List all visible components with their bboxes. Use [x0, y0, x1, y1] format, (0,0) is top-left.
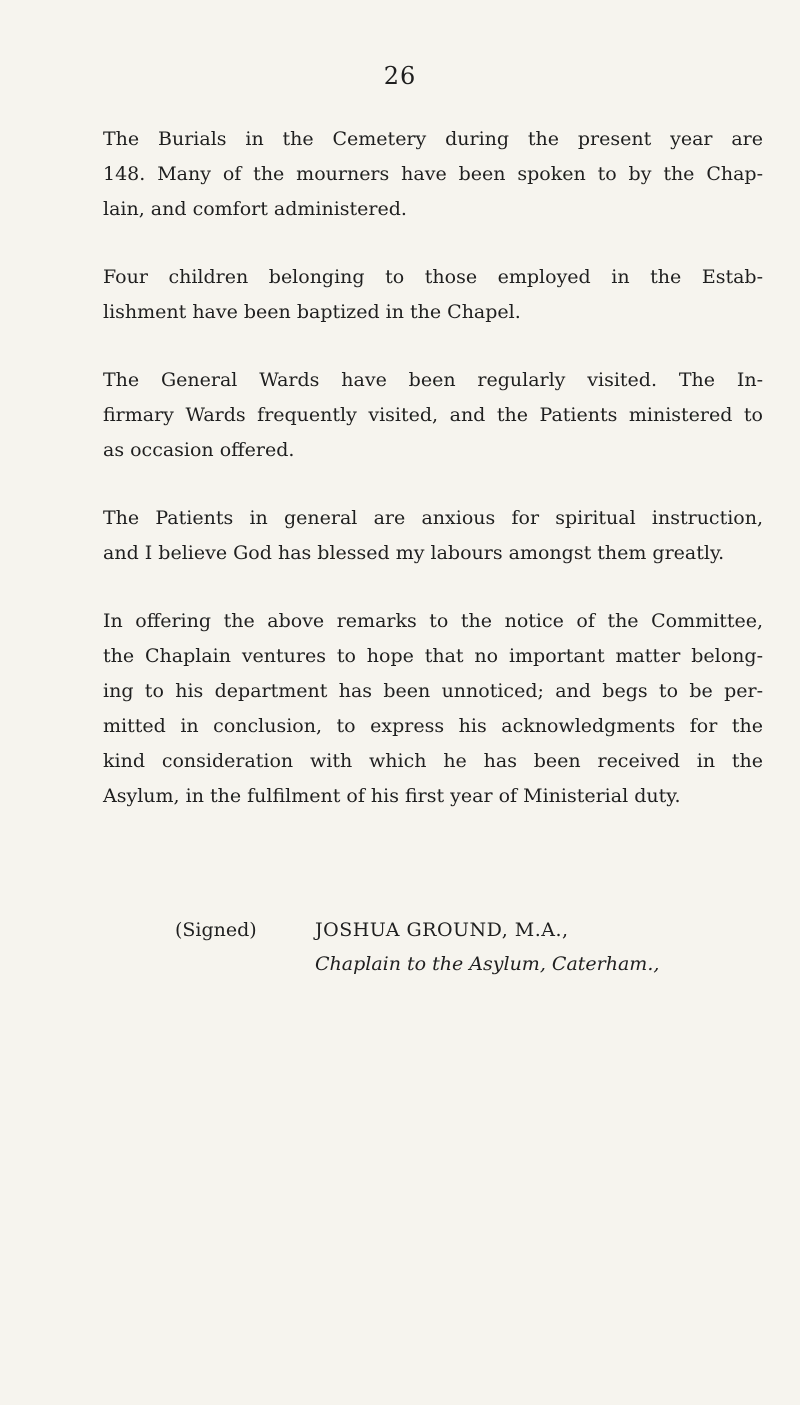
text-line: Asylum, in the fulfilment of his first year of Ministerial duty. [103, 785, 681, 807]
signatory-name: JOSHUA GROUND, M.A., [315, 919, 569, 941]
text-line: as occasion offered. [103, 439, 295, 461]
paragraph-conclusion [103, 604, 763, 814]
signature-row [175, 913, 775, 947]
text-line: 148. Many of the mourners have been spoken to by the Chap- [103, 163, 763, 185]
text-line: mitted in conclusion, to express his acknowledgments for the [103, 715, 763, 737]
text-line: Four children belonging to those employed in the Estab- [103, 266, 763, 288]
signatory-title: Chaplain to the Asylum, Caterham., [315, 953, 660, 975]
text-line: In offering the above remarks to the notice of the Committee, [103, 610, 763, 632]
text-line: the Chaplain ventures to hope that no important matter belong- [103, 645, 763, 667]
text-line: kind consideration with which he has been received in the [103, 750, 763, 772]
text-line: ing to his department has been unnoticed; and begs to be per- [103, 680, 763, 702]
text-line: The Burials in the Cemetery during the present year are [103, 128, 763, 150]
text-line: and I believe God has blessed my labours amongst them greatly. [103, 542, 725, 564]
paragraph-burials [103, 122, 763, 227]
text-line: lain, and comfort administered. [103, 198, 407, 220]
text-line: lishment have been baptized in the Chapel. [103, 301, 521, 323]
page-number: 26 [383, 62, 417, 90]
paragraph-patients [103, 501, 763, 571]
paragraph-baptisms [103, 260, 763, 330]
signed-label: (Signed) [175, 919, 257, 941]
text-line: firmary Wards frequently visited, and the Patients ministered to [103, 404, 763, 426]
paragraph-wards [103, 363, 763, 468]
body-text [103, 122, 763, 847]
text-line: The Patients in general are anxious for spiritual instruction, [103, 507, 763, 529]
text-line: The General Wards have been regularly visited. The In- [103, 369, 763, 391]
signature-block [175, 913, 775, 981]
